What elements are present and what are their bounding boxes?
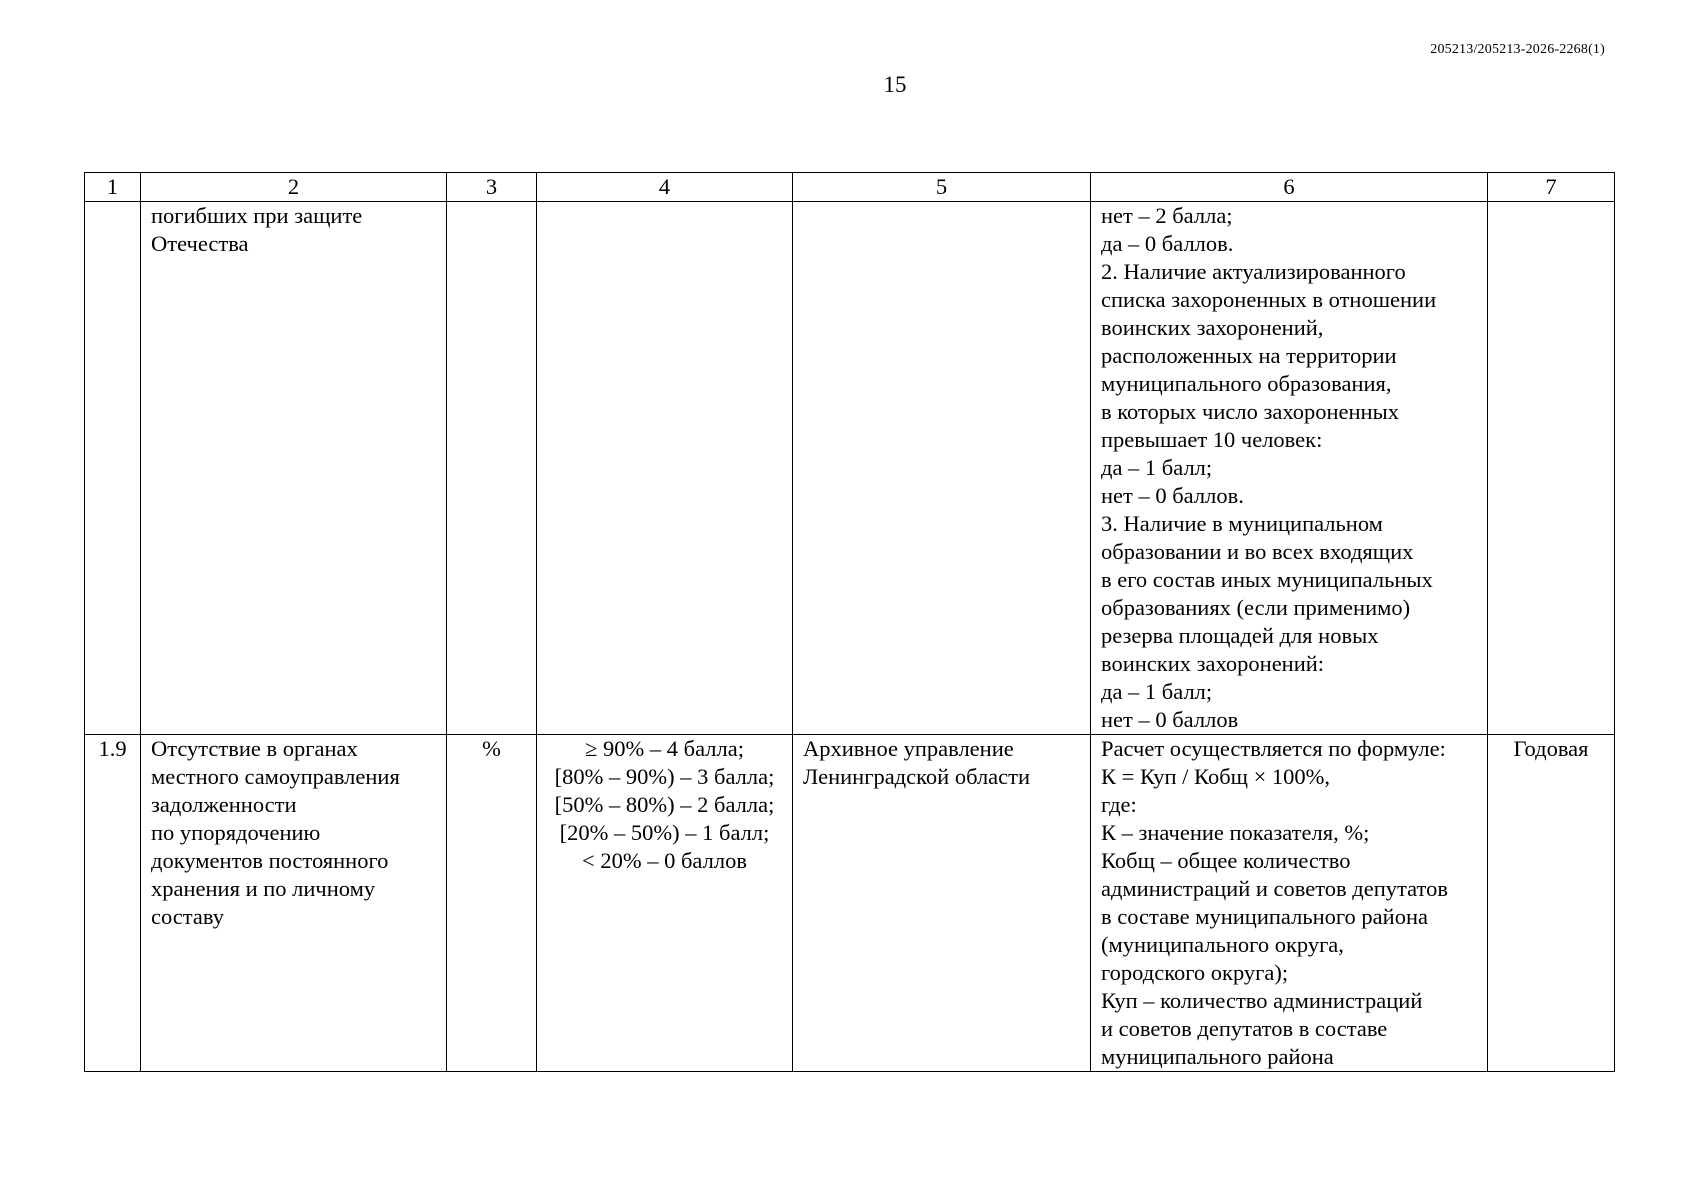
indicator-name-line: по упорядочению [151, 820, 321, 845]
method-line: нет – 2 балла; [1101, 203, 1233, 228]
column-header-5: 5 [793, 173, 1091, 202]
method-line: резерва площадей для новых [1101, 623, 1379, 648]
indicator-name-line: задолженности [151, 792, 297, 817]
method-line: Куп – количество администраций [1101, 988, 1423, 1013]
column-header-7: 7 [1488, 173, 1615, 202]
indicator-name-line: Отсутствие в органах [151, 736, 358, 761]
unit-cell: % [447, 735, 537, 1072]
method-line: да – 1 балл; [1101, 679, 1213, 704]
periodicity-cell: Годовая [1488, 735, 1615, 1072]
method-line: превышает 10 человек: [1101, 427, 1323, 452]
responsible-body-line: Ленинградской области [803, 764, 1031, 789]
method-line: в составе муниципального района [1101, 904, 1428, 929]
row-number-cell [85, 202, 141, 735]
scoring-line: ≥ 90% – 4 балла; [585, 736, 744, 761]
scoring-line: [80% – 90%) – 3 балла; [554, 764, 775, 789]
calculation-method-cell [1091, 202, 1488, 735]
method-line: нет – 0 баллов [1101, 707, 1239, 732]
method-line: воинских захоронений: [1101, 651, 1325, 676]
column-header-2: 2 [141, 173, 447, 202]
method-line: нет – 0 баллов. [1101, 483, 1244, 508]
scoring-cell [537, 735, 793, 1072]
indicator-name-line: Отечества [151, 231, 249, 256]
page-number: 15 [883, 72, 907, 97]
column-header-1: 1 [85, 173, 141, 202]
method-line: да – 0 баллов. [1101, 231, 1234, 256]
responsible-body-line: Архивное управление [803, 736, 1014, 761]
column-header-6: 6 [1091, 173, 1488, 202]
method-line: в которых число захороненных [1101, 399, 1399, 424]
method-line: где: [1101, 792, 1137, 817]
table-row [85, 735, 1615, 1072]
method-line: муниципального района [1101, 1044, 1334, 1069]
calculation-method-cell [1091, 735, 1488, 1072]
method-line: К = Куп / Кобщ × 100%, [1101, 764, 1331, 789]
method-line: Кобщ – общее количество [1101, 848, 1351, 873]
method-line: воинских захоронений, [1101, 315, 1324, 340]
scoring-line: < 20% – 0 баллов [582, 848, 747, 873]
indicator-name-line: документов постоянного [151, 848, 389, 873]
column-number-row [85, 173, 1615, 202]
method-line: муниципального образования, [1101, 371, 1392, 396]
column-header-3: 3 [447, 173, 537, 202]
indicator-name-line: хранения и по личному [151, 876, 376, 901]
indicator-name-cell [141, 202, 447, 735]
indicator-name-line: погибших при защите [151, 203, 363, 228]
row-number-cell: 1.9 [85, 735, 141, 1072]
indicator-name-line: составу [151, 904, 224, 929]
method-line: образовании и во всех входящих [1101, 539, 1414, 564]
indicators-table [84, 172, 1615, 1072]
periodicity-cell [1488, 202, 1615, 735]
method-line: и советов депутатов в составе [1101, 1016, 1388, 1041]
method-line: расположенных на территории [1101, 343, 1397, 368]
method-line: Расчет осуществляется по формуле: [1101, 736, 1446, 761]
responsible-body-cell [793, 202, 1091, 735]
method-line: 2. Наличие актуализированного [1101, 259, 1406, 284]
scoring-line: [50% – 80%) – 2 балла; [554, 792, 775, 817]
method-line: да – 1 балл; [1101, 455, 1213, 480]
document-id: 205213/205213-2026-2268(1) [1430, 42, 1605, 57]
method-line: администраций и советов депутатов [1101, 876, 1448, 901]
indicator-name-cell [141, 735, 447, 1072]
indicator-name-line: местного самоуправления [151, 764, 400, 789]
scoring-cell [537, 202, 793, 735]
method-line: 3. Наличие в муниципальном [1101, 511, 1383, 536]
column-header-4: 4 [537, 173, 793, 202]
scoring-line: [20% – 50%) – 1 балл; [559, 820, 770, 845]
method-line: в его состав иных муниципальных [1101, 567, 1433, 592]
method-line: списка захороненных в отношении [1101, 287, 1437, 312]
method-line: образованиях (если применимо) [1101, 595, 1411, 620]
table-row [85, 202, 1615, 735]
method-line: (муниципального округа, [1101, 932, 1344, 957]
responsible-body-cell [793, 735, 1091, 1072]
method-line: К – значение показателя, %; [1101, 820, 1370, 845]
unit-cell [447, 202, 537, 735]
method-line: городского округа); [1101, 960, 1289, 985]
